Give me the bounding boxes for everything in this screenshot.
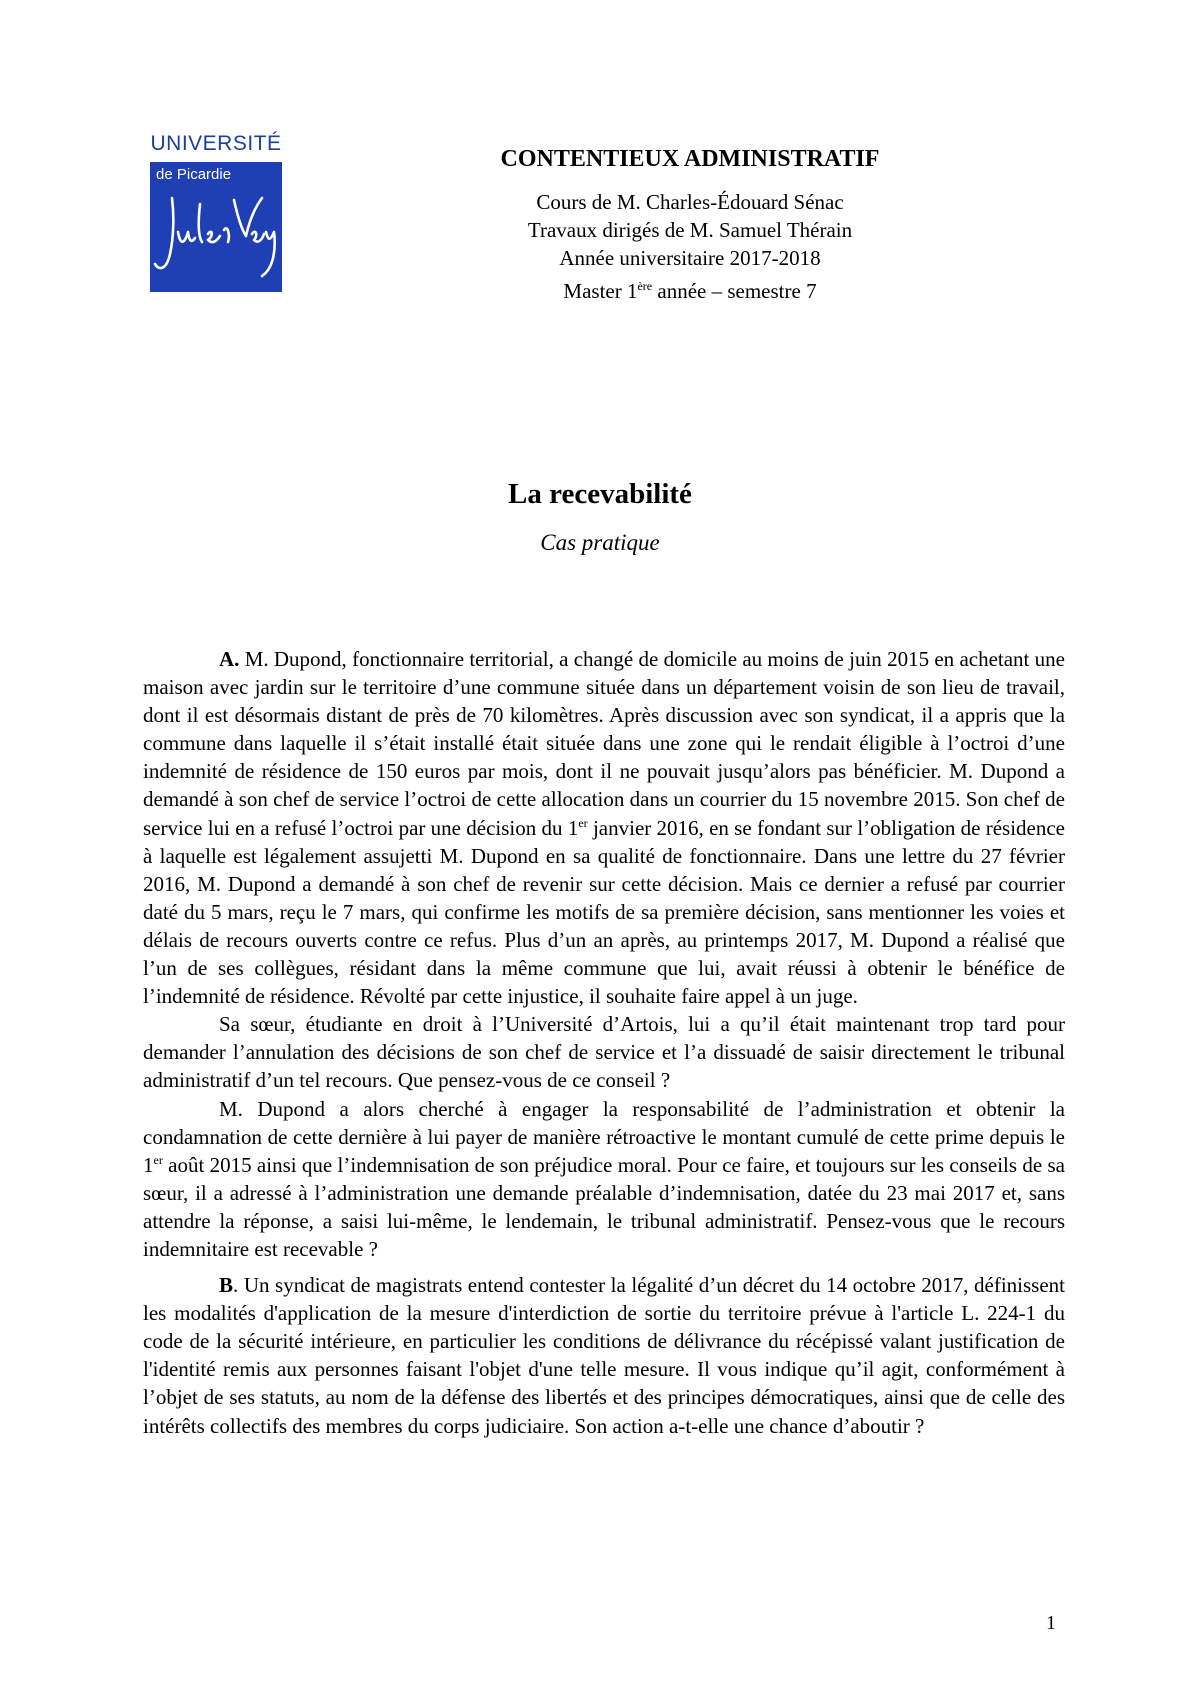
page-subtitle: Cas pratique: [540, 530, 660, 555]
exercise-body: [143, 645, 1065, 1440]
level-prefix: Master 1: [563, 279, 638, 303]
page-number: 1: [1046, 1612, 1056, 1634]
section-a-paragraph-3: [143, 1095, 1065, 1264]
section-a-p1-part2: janvier 2016, en se fondant sur l’obligation de résidence à laquelle est légalement assujetti M. Dupond en sa qualité de fonctionnaire. Dans une lettre du 27 février 2016, M. Dupond a demandé à son chef de revenir sur cette décision. Mais ce dernier a refusé par courrier daté du 5 mars, reçu le 7 mars, qui confirme les motifs de sa première décision, sans mentionner les voies et délais de recours ouverts contre ce refus. Plus d’un an après, au printemps 2017, M. Dupond a réalisé que l’un de ses collègues, résidant dans la même commune que lui, avait réussi à obtenir le bénéfice de l’indemnité de résidence. Révolté par cette injustice, il souhaite faire appel à un juge.: [143, 815, 1065, 1009]
course-lecturer: Cours de M. Charles-Édouard Sénac: [536, 190, 844, 214]
section-a-p3-part2: août 2015 ainsi que l’indemnisation de son préjudice moral. Pour ce faire, et toujours sur les conseils de sa sœur, il a adressé à l’administration une demande préalable d’indemnisation, datée du 23 mai 2017 et, sans attendre la réponse, a saisi lui-même, le lendemain, le tribunal administratif. Pensez-vous que le recours indemnitaire est recevable ?: [143, 1152, 1065, 1261]
logo-university-title: UNIVERSITÉ: [150, 132, 282, 155]
section-a-p3-part1: M. Dupond a alors cherché à engager la responsabilité de l’administration et obtenir la condamnation de cette dernière à lui payer de manière rétroactive le montant cumulé de cette prime depuis le 1: [143, 1096, 1065, 1177]
level-superscript: ère: [637, 279, 653, 293]
section-b-paragraph: [143, 1271, 1065, 1440]
section-a-p3-superscript: er: [153, 1152, 163, 1167]
logo-subtitle: de Picardie: [156, 166, 232, 183]
logo-blue-box: [150, 162, 282, 292]
jules-verne-signature: [150, 184, 282, 292]
section-b-text: . Un syndicat de magistrats entend contester la légalité d’un décret du 14 octobre 2017, définissent les modalités d'application de la mesure d'interdiction de sortie du territoire prévue à l'article L. 224-1 du code de la sécurité intérieure, en particulier les conditions de délivrance du récépissé valant justification de l'identité remis aux personnes faisant l'objet d'une telle mesure. Il vous indique qu’il agit, conformément à l’objet de ses statuts, au nom de la défense des libertés et des principes démocratiques, ainsi que de celle des intérêts collectifs des membres du corps judiciaire. Son action a-t-elle une chance d’aboutir ?: [143, 1273, 1065, 1438]
page-title: La recevabilité: [508, 478, 692, 510]
section-a-paragraph-1: [143, 645, 1065, 1010]
section-a-p1-part1: M. Dupond, fonctionnaire territorial, a changé de domicile au moins de juin 2015 en achetant une maison avec jardin sur le territoire d’une commune située dans un département voisin de son lieu de travail, dont il est désormais distant de près de 70 kilomètres. Après discussion avec son syndicat, il a appris que la commune dans laquelle il s’était installé était située dans une zone qui le rendait éligible à l’octroi d’une indemnité de résidence de 150 euros par mois, dont il ne pouvait jusqu’alors pas bénéficier. M. Dupond a demandé à son chef de service l’octroi de cette allocation dans un courrier du 15 novembre 2015. Son chef de service lui en a refusé l’octroi par une décision du 1: [143, 647, 1065, 840]
level-suffix: année – semestre 7: [652, 279, 817, 303]
td-instructor: Travaux dirigés de M. Samuel Thérain: [527, 218, 853, 242]
program-level: [430, 272, 950, 303]
section-a-paragraph-2: Sa sœur, étudiante en droit à l’Université d’Artois, lui a qu’il était maintenant trop tard pour demander l’annulation des décisions de son chef de service et l’a dissuadé de saisir directement le tribunal administratif d’un tel recours. Que pensez-vous de ce conseil ?: [143, 1012, 1065, 1093]
document-header-title: CONTENTIEUX ADMINISTRATIF: [500, 146, 880, 172]
course-info-block: [430, 188, 950, 303]
university-logo: [148, 132, 284, 294]
section-b-label: B: [219, 1273, 234, 1298]
section-a-p1-superscript: er: [578, 815, 588, 830]
section-a-label: A.: [219, 647, 240, 671]
academic-year: Année universitaire 2017-2018: [559, 246, 821, 270]
